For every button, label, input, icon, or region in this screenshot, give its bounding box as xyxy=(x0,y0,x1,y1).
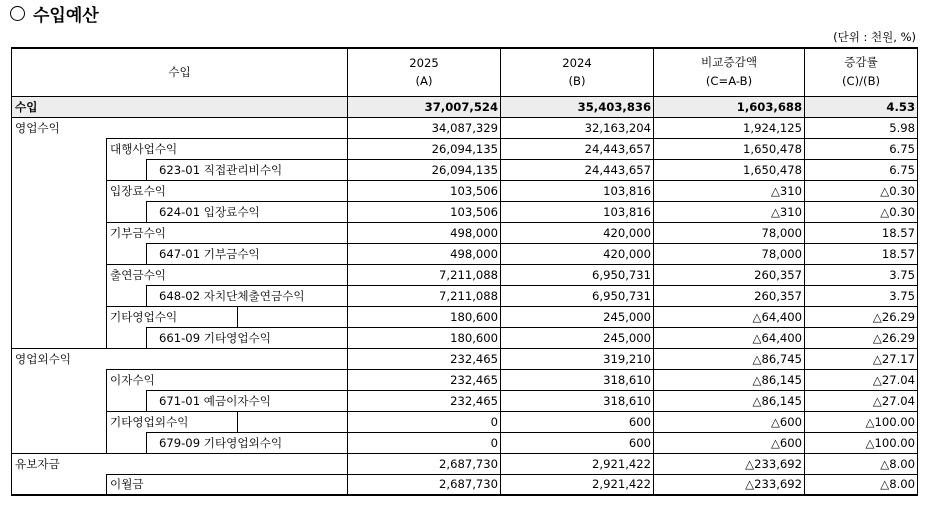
table-row xyxy=(12,411,918,432)
row-label: 이자수익 xyxy=(107,369,348,390)
cell-diff: 260,357 xyxy=(654,285,805,306)
cell-diff: △64,400 xyxy=(654,306,805,327)
table-row xyxy=(12,390,918,411)
cell-v2024: 103,816 xyxy=(501,180,654,201)
indent-cell xyxy=(12,327,107,348)
table-row xyxy=(12,180,918,201)
cell-v2024: 245,000 xyxy=(501,327,654,348)
cell-diff: △600 xyxy=(654,432,805,453)
header-rate-name: 증감률 xyxy=(805,48,918,72)
cell-v2024: 318,610 xyxy=(501,390,654,411)
table-row xyxy=(12,285,918,306)
cell-diff: 1,650,478 xyxy=(654,138,805,159)
cell-v2024: 103,816 xyxy=(501,201,654,222)
indent-cell xyxy=(12,285,107,306)
page-title xyxy=(10,1,99,25)
cell-v2024: 6,950,731 xyxy=(501,264,654,285)
cell-rate: 3.75 xyxy=(805,264,918,285)
cell-diff: 78,000 xyxy=(654,243,805,264)
indent-cell xyxy=(107,243,147,264)
cell-diff: 260,357 xyxy=(654,264,805,285)
indent-cell xyxy=(12,264,107,285)
cell-v2024: 600 xyxy=(501,432,654,453)
cell-v2025: 7,211,088 xyxy=(348,285,501,306)
cell-v2024: 35,403,836 xyxy=(501,96,654,117)
cell-v2025: 26,094,135 xyxy=(348,159,501,180)
header-2025-year: 2025 xyxy=(348,48,501,72)
cell-diff: △233,692 xyxy=(654,453,805,474)
row-label: 입장료수익 xyxy=(107,180,348,201)
indent-cell xyxy=(12,201,107,222)
cell-rate: △0.30 xyxy=(805,201,918,222)
cell-v2025: 103,506 xyxy=(348,201,501,222)
cell-diff: 1,650,478 xyxy=(654,159,805,180)
cell-v2025: 498,000 xyxy=(348,222,501,243)
table-row xyxy=(12,306,918,327)
row-label: 대행사업수익 xyxy=(107,138,348,159)
spacer-cell xyxy=(238,411,348,432)
row-label: 이월금 xyxy=(107,474,348,495)
row-label: 출연금수익 xyxy=(107,264,348,285)
row-label: 661-09 기타영업수익 xyxy=(147,327,348,348)
cell-rate: △8.00 xyxy=(805,474,918,495)
cell-v2025: 34,087,329 xyxy=(348,117,501,138)
row-label: 유보자금 xyxy=(12,453,348,474)
indent-cell xyxy=(12,369,107,390)
row-label: 624-01 입장료수익 xyxy=(147,201,348,222)
header-diff-name: 비교증감액 xyxy=(654,48,805,72)
cell-v2024: 32,163,204 xyxy=(501,117,654,138)
cell-rate: △100.00 xyxy=(805,411,918,432)
header-2024-sub: (B) xyxy=(501,72,654,96)
cell-v2024: 420,000 xyxy=(501,243,654,264)
cell-rate: 4.53 xyxy=(805,96,918,117)
cell-diff: △310 xyxy=(654,180,805,201)
indent-cell xyxy=(12,138,107,159)
table-row xyxy=(12,453,918,474)
table-row xyxy=(12,243,918,264)
indent-cell xyxy=(107,432,147,453)
table-row xyxy=(12,201,918,222)
indent-cell xyxy=(12,159,107,180)
table-row xyxy=(12,159,918,180)
indent-cell xyxy=(107,201,147,222)
cell-rate: 5.98 xyxy=(805,117,918,138)
cell-v2024: 420,000 xyxy=(501,222,654,243)
table-row xyxy=(12,432,918,453)
row-label: 647-01 기부금수익 xyxy=(147,243,348,264)
cell-diff: △86,745 xyxy=(654,348,805,369)
row-label: 기타영업외수익 xyxy=(107,411,238,432)
row-label: 영업외수익 xyxy=(12,348,348,369)
indent-cell xyxy=(12,432,107,453)
header-rate-sub: (C)/(B) xyxy=(805,72,918,96)
cell-rate: △27.04 xyxy=(805,369,918,390)
indent-cell xyxy=(12,411,107,432)
header-2025-sub: (A) xyxy=(348,72,501,96)
header-2024-year: 2024 xyxy=(501,48,654,72)
cell-v2024: 600 xyxy=(501,411,654,432)
table-row xyxy=(12,327,918,348)
table-body xyxy=(12,96,918,495)
table-row xyxy=(12,348,918,369)
cell-v2025: 2,687,730 xyxy=(348,453,501,474)
spacer-cell xyxy=(238,306,348,327)
cell-rate: △27.17 xyxy=(805,348,918,369)
row-label: 기타영업수익 xyxy=(107,306,238,327)
cell-v2025: 232,465 xyxy=(348,369,501,390)
cell-diff: △310 xyxy=(654,201,805,222)
row-label: 수입 xyxy=(12,96,348,117)
circle-bullet-icon xyxy=(10,6,25,21)
indent-cell xyxy=(12,222,107,243)
cell-diff: 1,924,125 xyxy=(654,117,805,138)
indent-cell xyxy=(12,306,107,327)
indent-cell xyxy=(12,390,107,411)
table-row xyxy=(12,222,918,243)
cell-v2024: 6,950,731 xyxy=(501,285,654,306)
indent-cell xyxy=(107,285,147,306)
row-label: 648-02 자치단체출연금수익 xyxy=(147,285,348,306)
cell-rate: △0.30 xyxy=(805,180,918,201)
cell-v2025: 37,007,524 xyxy=(348,96,501,117)
row-label: 기부금수익 xyxy=(107,222,348,243)
cell-v2025: 7,211,088 xyxy=(348,264,501,285)
indent-cell xyxy=(107,327,147,348)
table-row xyxy=(12,138,918,159)
page-title-text: 수입예산 xyxy=(33,5,99,26)
cell-diff: △64,400 xyxy=(654,327,805,348)
cell-rate: △26.29 xyxy=(805,327,918,348)
row-label: 679-09 기타영업외수익 xyxy=(147,432,348,453)
cell-rate: 18.57 xyxy=(805,243,918,264)
cell-v2025: 103,506 xyxy=(348,180,501,201)
cell-v2025: 0 xyxy=(348,411,501,432)
cell-v2025: 180,600 xyxy=(348,306,501,327)
cell-v2025: 2,687,730 xyxy=(348,474,501,495)
cell-v2024: 2,921,422 xyxy=(501,474,654,495)
cell-v2024: 318,610 xyxy=(501,369,654,390)
cell-diff: 78,000 xyxy=(654,222,805,243)
indent-cell xyxy=(107,390,147,411)
cell-v2025: 180,600 xyxy=(348,327,501,348)
cell-rate: △8.00 xyxy=(805,453,918,474)
indent-cell xyxy=(12,474,107,495)
row-label: 623-01 직접관리비수익 xyxy=(147,159,348,180)
cell-diff: △86,145 xyxy=(654,369,805,390)
cell-v2025: 232,465 xyxy=(348,348,501,369)
cell-rate: 6.75 xyxy=(805,159,918,180)
table-row xyxy=(12,369,918,390)
table-row xyxy=(12,117,918,138)
cell-diff: △233,692 xyxy=(654,474,805,495)
cell-rate: △26.29 xyxy=(805,306,918,327)
cell-v2025: 498,000 xyxy=(348,243,501,264)
cell-v2024: 319,210 xyxy=(501,348,654,369)
row-label: 671-01 예금이자수익 xyxy=(147,390,348,411)
unit-note: (단위 : 천원, %) xyxy=(833,30,916,44)
header-diff-sub: (C=A-B) xyxy=(654,72,805,96)
indent-cell xyxy=(12,180,107,201)
indent-cell xyxy=(12,243,107,264)
header-category: 수입 xyxy=(12,48,348,96)
table-row xyxy=(12,264,918,285)
cell-v2024: 24,443,657 xyxy=(501,138,654,159)
table-row xyxy=(12,474,918,495)
total-row xyxy=(12,96,918,117)
cell-v2024: 245,000 xyxy=(501,306,654,327)
indent-cell xyxy=(107,159,147,180)
cell-v2025: 26,094,135 xyxy=(348,138,501,159)
cell-rate: △100.00 xyxy=(805,432,918,453)
cell-diff: △86,145 xyxy=(654,390,805,411)
cell-rate: 18.57 xyxy=(805,222,918,243)
cell-rate: 6.75 xyxy=(805,138,918,159)
cell-v2024: 24,443,657 xyxy=(501,159,654,180)
cell-rate: △27.04 xyxy=(805,390,918,411)
cell-diff: 1,603,688 xyxy=(654,96,805,117)
cell-v2025: 0 xyxy=(348,432,501,453)
cell-diff: △600 xyxy=(654,411,805,432)
cell-v2024: 2,921,422 xyxy=(501,453,654,474)
cell-rate: 3.75 xyxy=(805,285,918,306)
row-label: 영업수익 xyxy=(12,117,348,138)
cell-v2025: 232,465 xyxy=(348,390,501,411)
revenue-budget-table xyxy=(11,47,918,496)
